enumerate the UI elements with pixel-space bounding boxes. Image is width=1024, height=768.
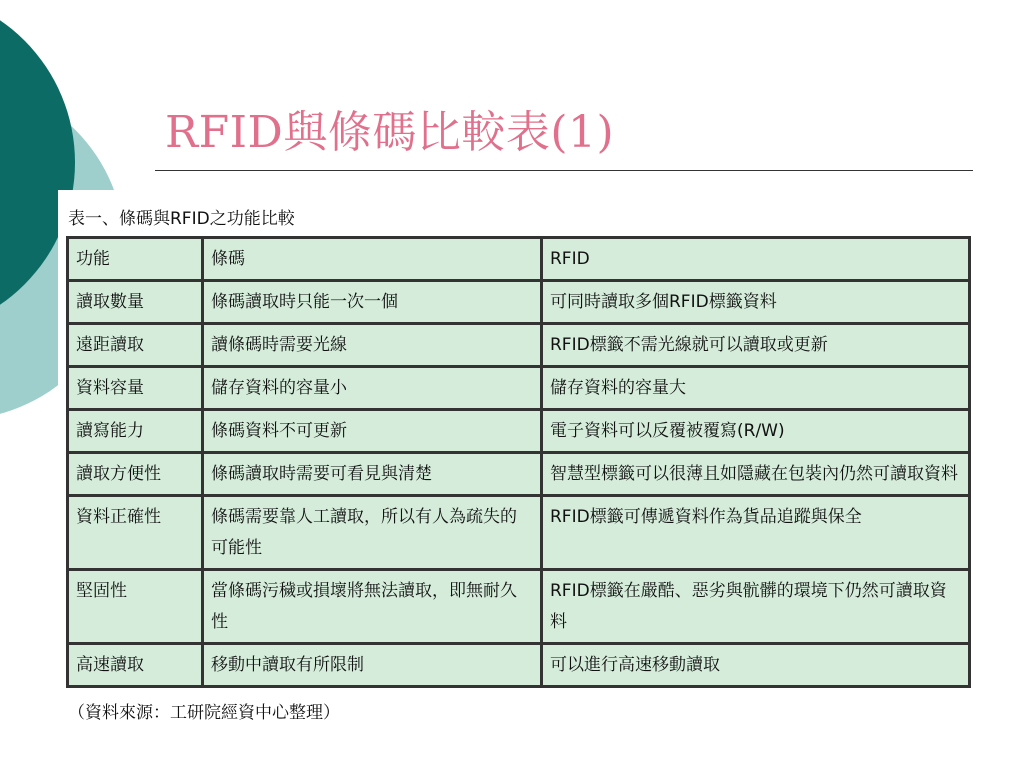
slide-title: RFID與條碼比較表(1) bbox=[165, 107, 615, 158]
cell-barcode: 條碼需要靠人工讀取，所以有人為疏失的可能性 bbox=[203, 496, 542, 570]
cell-function: 讀寫能力 bbox=[68, 410, 203, 453]
title-divider bbox=[155, 170, 973, 171]
table-row bbox=[68, 410, 970, 453]
cell-barcode: 條碼讀取時只能一次一個 bbox=[203, 281, 542, 324]
table-row bbox=[68, 367, 970, 410]
cell-function: 資料容量 bbox=[68, 367, 203, 410]
table-row bbox=[68, 570, 970, 644]
cell-function: 堅固性 bbox=[68, 570, 203, 644]
cell-rfid: 智慧型標籤可以很薄且如隱藏在包裝內仍然可讀取資料 bbox=[542, 453, 970, 496]
cell-function: 讀取方便性 bbox=[68, 453, 203, 496]
cell-barcode: 讀條碼時需要光線 bbox=[203, 324, 542, 367]
table-row bbox=[68, 496, 970, 570]
header-cell-barcode: 條碼 bbox=[203, 238, 542, 281]
comparison-table bbox=[66, 236, 971, 688]
table-row bbox=[68, 644, 970, 687]
cell-barcode: 當條碼污穢或損壞將無法讀取，即無耐久性 bbox=[203, 570, 542, 644]
cell-rfid: RFID標籤在嚴酷、惡劣與骯髒的環境下仍然可讀取資料 bbox=[542, 570, 970, 644]
cell-barcode: 條碼資料不可更新 bbox=[203, 410, 542, 453]
cell-rfid: 儲存資料的容量大 bbox=[542, 367, 970, 410]
cell-rfid: 可以進行高速移動讀取 bbox=[542, 644, 970, 687]
cell-function: 資料正確性 bbox=[68, 496, 203, 570]
comparison-table-image bbox=[58, 190, 978, 723]
cell-function: 遠距讀取 bbox=[68, 324, 203, 367]
cell-barcode: 儲存資料的容量小 bbox=[203, 367, 542, 410]
table-row bbox=[68, 281, 970, 324]
cell-rfid: RFID標籤不需光線就可以讀取或更新 bbox=[542, 324, 970, 367]
table-caption: 表一、條碼與RFID之功能比較 bbox=[68, 209, 295, 229]
cell-rfid: 電子資料可以反覆被覆寫(R/W) bbox=[542, 410, 970, 453]
cell-function: 讀取數量 bbox=[68, 281, 203, 324]
table-row bbox=[68, 324, 970, 367]
cell-function: 高速讀取 bbox=[68, 644, 203, 687]
table-row bbox=[68, 453, 970, 496]
header-cell-rfid: RFID bbox=[542, 238, 970, 281]
source-note: （資料來源：工研院經資中心整理） bbox=[68, 703, 340, 723]
cell-barcode: 移動中讀取有所限制 bbox=[203, 644, 542, 687]
cell-barcode: 條碼讀取時需要可看見與清楚 bbox=[203, 453, 542, 496]
header-cell-function: 功能 bbox=[68, 238, 203, 281]
cell-rfid: 可同時讀取多個RFID標籤資料 bbox=[542, 281, 970, 324]
table-header-row bbox=[68, 238, 970, 281]
cell-rfid: RFID標籤可傳遞資料作為貨品追蹤與保全 bbox=[542, 496, 970, 570]
